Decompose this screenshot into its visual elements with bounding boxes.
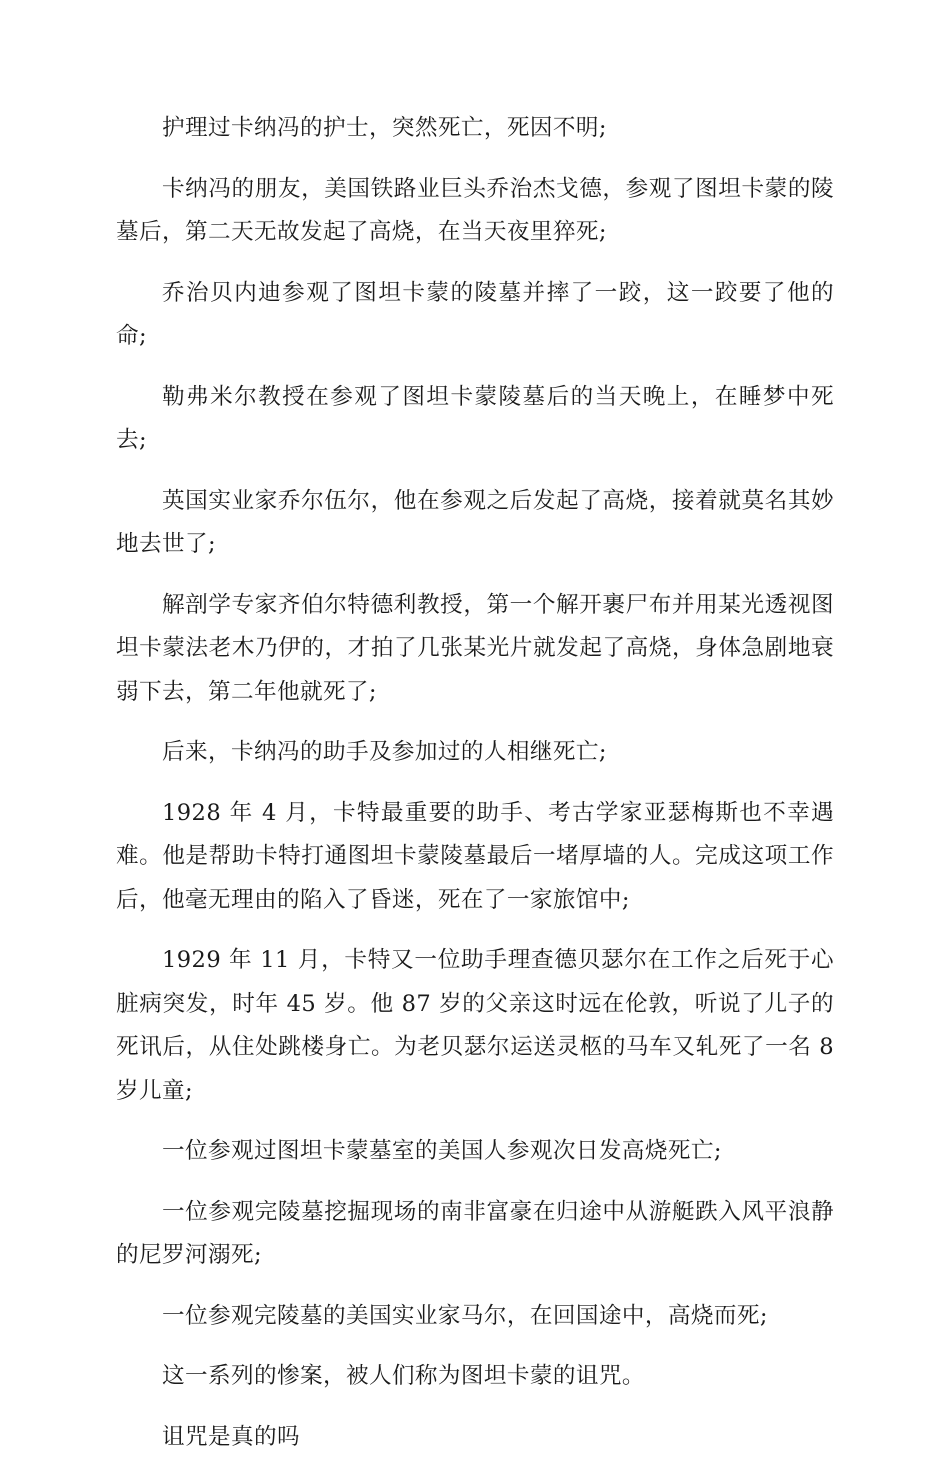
paragraph: 卡纳冯的朋友，美国铁路业巨头乔治杰戈德，参观了图坦卡蒙的陵墓后，第二天无故发起了高烧，在当天夜里猝死; — [116, 175, 834, 245]
paragraph: 这一系列的惨案，被人们称为图坦卡蒙的诅咒。 — [162, 1363, 645, 1389]
paragraph: 勒弗米尔教授在参观了图坦卡蒙陵墓后的当天晚上，在睡梦中死去; — [116, 383, 834, 453]
paragraph: 1928 年 4 月，卡特最重要的助手、考古学家亚瑟梅斯也不幸遇难。他是帮助卡特打通图坦卡蒙陵墓最后一堵厚墙的人。完成这项工作后，他毫无理由的陷入了昏迷，死在了一家旅馆中; — [116, 799, 834, 913]
paragraph: 英国实业家乔尔伍尔，他在参观之后发起了高烧，接着就莫名其妙地去世了; — [116, 487, 834, 557]
document-body — [116, 107, 834, 1476]
paragraph: 乔治贝内迪参观了图坦卡蒙的陵墓并摔了一跤，这一跤要了他的命; — [116, 279, 834, 349]
paragraph: 一位参观完陵墓的美国实业家马尔，在回国途中，高烧而死; — [162, 1302, 768, 1329]
paragraph: 一位参观完陵墓挖掘现场的南非富豪在归途中从游艇跌入风平浪静的尼罗河溺死; — [116, 1198, 834, 1268]
paragraph: 后来，卡纳冯的助手及参加过的人相继死亡; — [162, 739, 607, 765]
paragraph: 一位参观过图坦卡蒙墓室的美国人参观次日发高烧死亡; — [162, 1138, 722, 1164]
paragraph: 解剖学专家齐伯尔特德利教授，第一个解开裹尸布并用某光透视图坦卡蒙法老木乃伊的，才拍了几张某光片就发起了高烧，身体急剧地衰弱下去，第二年他就死了; — [116, 591, 834, 705]
paragraph: 诅咒是真的吗 — [162, 1423, 300, 1450]
paragraph: 护理过卡纳冯的护士，突然死亡，死因不明; — [162, 115, 607, 141]
paragraph: 1929 年 11 月，卡特又一位助手理查德贝瑟尔在工作之后死于心脏病突发，时年 45 岁。他 87 岁的父亲这时远在伦敦，听说了儿子的死讯后，从住处跳楼身亡。为老贝瑟尔运送灵柩的马车又轧死了一名 8 岁儿童; — [116, 947, 834, 1104]
